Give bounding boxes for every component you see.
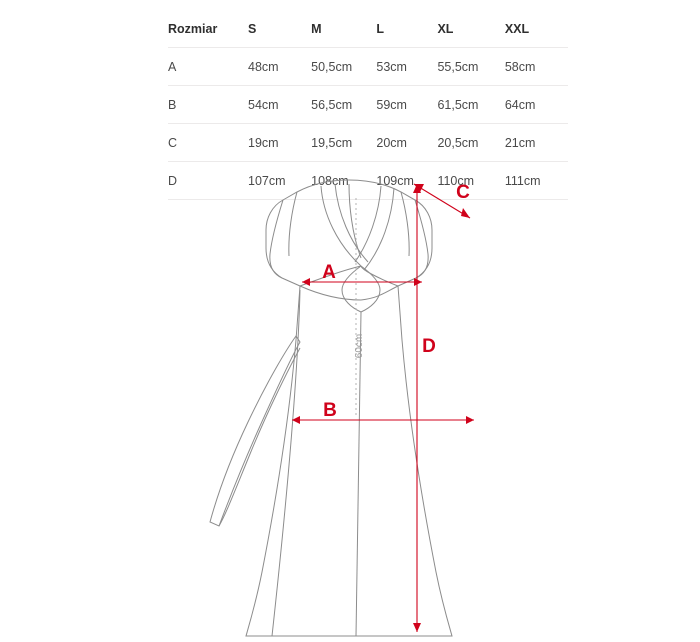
cell-c-s: 19cm <box>248 124 311 162</box>
table-row <box>168 124 568 162</box>
row-label-b: B <box>168 86 248 124</box>
cell-b-m: 56,5cm <box>311 86 376 124</box>
dress-body-outline <box>246 180 452 636</box>
column-header-xxl: XXL <box>505 10 568 48</box>
cell-c-l: 20cm <box>376 124 437 162</box>
measurement-annotations <box>292 184 474 632</box>
cell-b-l: 59cm <box>376 86 437 124</box>
bodice-wrap-right <box>361 266 398 286</box>
cell-d-s: 107cm <box>248 162 311 200</box>
measure-label-inner: 60cm <box>354 333 365 359</box>
table-header-row <box>168 10 568 48</box>
cell-c-xxl: 21cm <box>505 124 568 162</box>
measure-d-line <box>413 184 421 632</box>
bodice-knot <box>342 266 380 312</box>
cell-d-m: 108cm <box>311 162 376 200</box>
table-row <box>168 86 568 124</box>
cell-a-s: 48cm <box>248 48 311 86</box>
neckline-v <box>349 184 361 258</box>
cell-a-xxl: 58cm <box>505 48 568 86</box>
cell-d-xl: 110cm <box>437 162 504 200</box>
measure-b-line <box>292 416 474 424</box>
skirt-centre-fold <box>356 312 361 636</box>
column-header-xl: XL <box>437 10 504 48</box>
cell-b-s: 54cm <box>248 86 311 124</box>
collar-left <box>321 186 361 266</box>
measure-label-b: B <box>323 400 337 421</box>
cell-a-l: 53cm <box>376 48 437 86</box>
cell-b-xxl: 64cm <box>505 86 568 124</box>
row-label-c: C <box>168 124 248 162</box>
cell-c-xl: 20,5cm <box>437 124 504 162</box>
table-row <box>168 48 568 86</box>
measure-label-d: D <box>422 336 436 357</box>
cell-b-xl: 61,5cm <box>437 86 504 124</box>
measure-label-c: C <box>456 182 470 203</box>
column-header-s: S <box>248 10 311 48</box>
dress-illustration <box>0 170 700 642</box>
cell-d-l: 109cm <box>376 162 437 200</box>
waist-seam-left <box>300 286 361 300</box>
tie-belt-inner <box>219 348 300 526</box>
column-header-l: L <box>376 10 437 48</box>
measure-label-a: A <box>322 262 336 283</box>
right-shoulder-line <box>401 192 409 256</box>
cell-a-m: 50,5cm <box>311 48 376 86</box>
size-table-head <box>168 10 568 48</box>
column-header-m: M <box>311 10 376 48</box>
cell-a-xl: 55,5cm <box>437 48 504 86</box>
cell-c-m: 19,5cm <box>311 124 376 162</box>
left-shoulder-line <box>289 192 297 256</box>
row-label-d: D <box>168 162 248 200</box>
row-label-a: A <box>168 48 248 86</box>
column-header-size: Rozmiar <box>168 10 248 48</box>
cell-d-xxl: 111cm <box>505 162 568 200</box>
left-sleeve-seam <box>270 200 283 278</box>
